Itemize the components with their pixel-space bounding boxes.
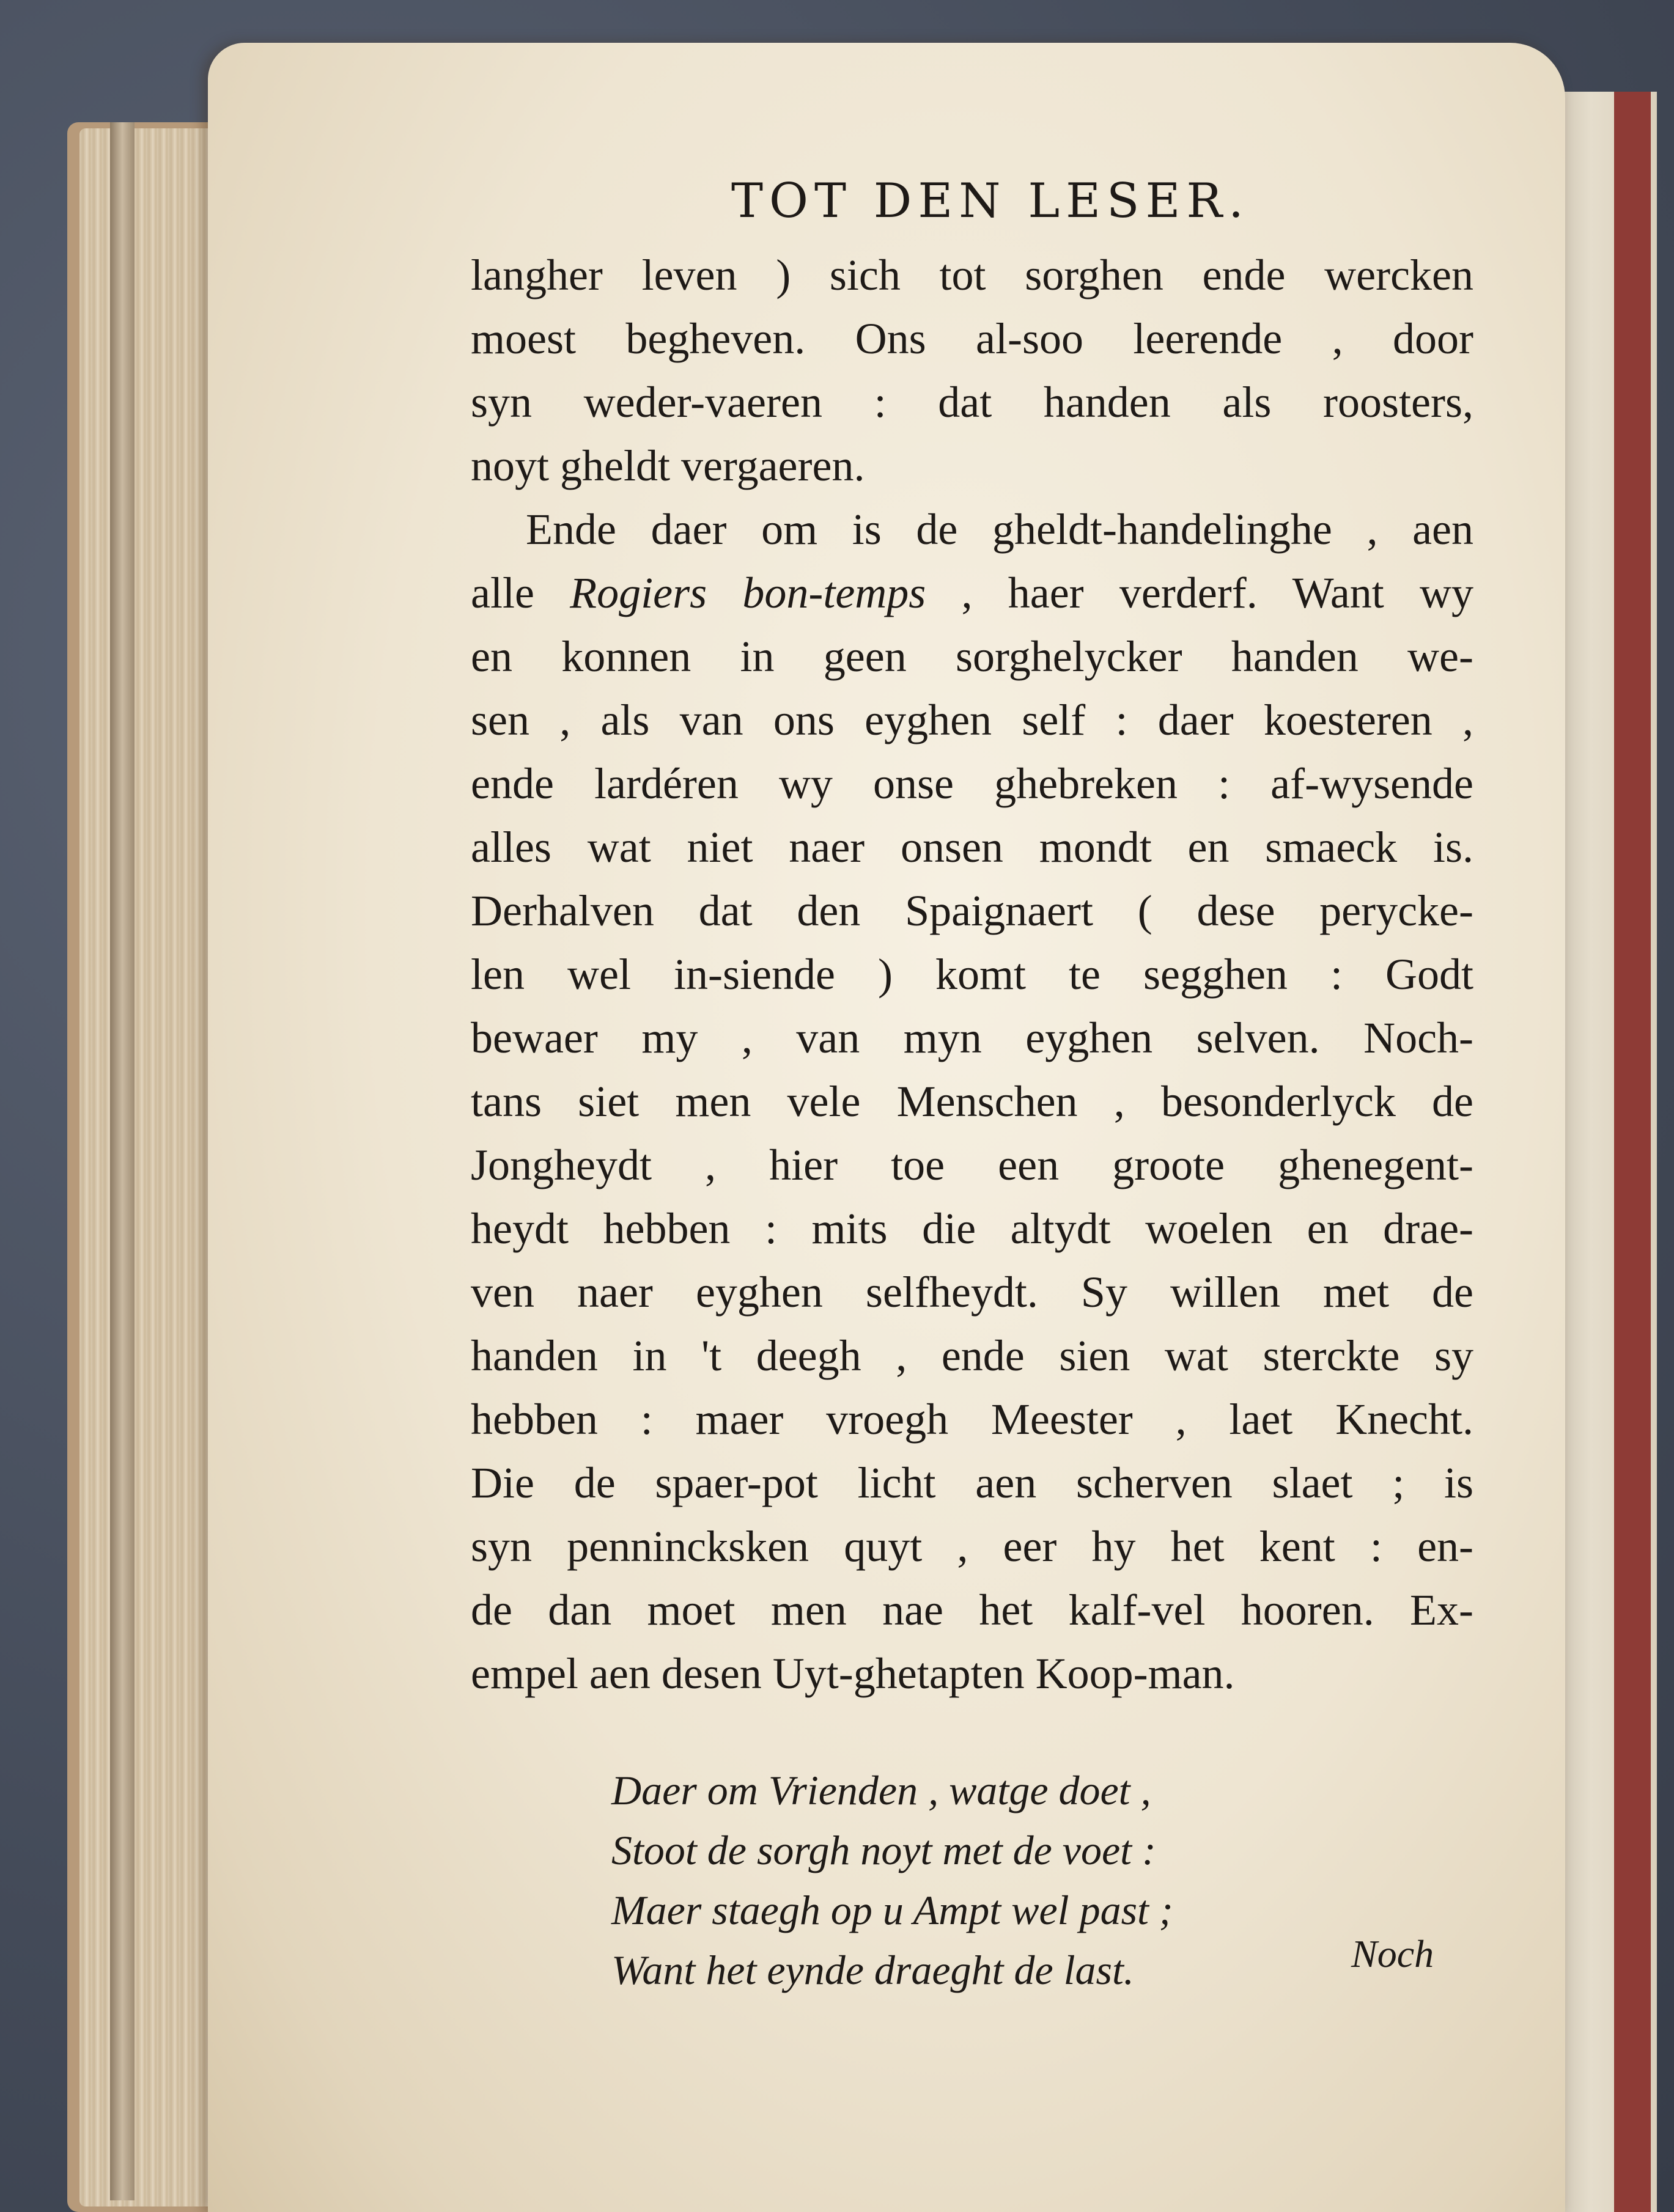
text-line: noyt gheldt vergaeren. [471,441,865,490]
paragraph-1 [471,243,1473,498]
text-segment: tans siet men vele Menschen , besonderlyck de [471,1077,1473,1126]
text-segment: Jongheydt , hier toe een groote ghenegent- [471,1141,1473,1189]
text-line [471,942,1473,1006]
text-segment: alle [471,568,570,617]
text-segment: bewaer my , van myn eyghen selven. Noch- [471,1013,1473,1062]
text-segment: hebben : maer vroegh Meester , laet Knecht. [471,1395,1473,1444]
text-segment: empel aen desen Uyt-ghetapten Koop-man. [471,1649,1235,1698]
verse-line: Daer om Vrienden , watge doet , [611,1767,1151,1813]
verse-line: Stoot de sorgh noyt met de voet : [611,1827,1156,1873]
text-line [471,625,1473,688]
italic-name: Rogiers bon-temps [570,568,926,617]
text-segment: syn pennincksken quyt , eer hy het kent : en- [471,1522,1473,1571]
verse-line: Maer staegh op u Ampt wel past ; [611,1887,1173,1933]
text-line: syn weder-vaeren : dat handen als roosters, [471,378,1473,427]
text-line [471,1070,1473,1133]
text-line [471,1642,1473,1705]
text-segment: Die de spaer-pot licht aen scherven slaet ; is [471,1458,1473,1507]
text-line [471,1515,1473,1578]
book-binding [110,122,135,2200]
text-segment: de dan moet men nae het kalf-vel hooren. Ex- [471,1586,1473,1634]
text-line [471,1324,1473,1387]
text-segment: en konnen in geen sorghelycker handen we- [471,632,1473,681]
text-segment: , haer verderf. Want wy [926,568,1473,617]
page-text-block [471,174,1473,2000]
verse [611,1760,1473,2000]
text-line [471,1133,1473,1197]
running-head: TOT DEN LESER. [731,174,1250,229]
book-cover-edge [1614,92,1651,2212]
text-line [471,879,1473,942]
text-line [471,498,1473,561]
text-line [471,752,1473,815]
paragraph-2 [471,498,1473,1705]
text-segment: heydt hebben : mits die altydt woelen en drae- [471,1204,1473,1253]
text-line: langher leven ) sich tot sorghen ende wercken [471,251,1473,299]
text-segment: alles wat niet naer onsen mondt en smaeck is. [471,823,1473,872]
text-segment: len wel in-siende ) komt te segghen : Godt [471,950,1473,999]
text-segment: Ende daer om is de gheldt-handelinghe , aen [526,505,1473,554]
text-segment: Derhalven dat den Spaignaert ( dese perycke- [471,886,1473,935]
verse-line: Want het eynde draeght de last. [611,1947,1134,1993]
text-line [471,688,1473,752]
text-line: moest begheven. Ons al-soo leerende , door [471,314,1473,363]
text-line [471,815,1473,879]
text-line [471,1260,1473,1324]
catchword: Noch [1351,1932,1434,1975]
text-line [471,1451,1473,1515]
text-segment: sen , als van ons eyghen self : daer koesteren , [471,696,1473,744]
text-line [471,1387,1473,1451]
text-line [471,1006,1473,1070]
text-line [471,561,1473,625]
text-segment: ende lardéren wy onse ghebreken : af-wysende [471,759,1473,808]
text-segment: handen in 't deegh , ende sien wat sterckte sy [471,1331,1473,1380]
text-line [471,1578,1473,1642]
text-line [471,1197,1473,1260]
text-segment: ven naer eyghen selfheydt. Sy willen met de [471,1268,1473,1317]
